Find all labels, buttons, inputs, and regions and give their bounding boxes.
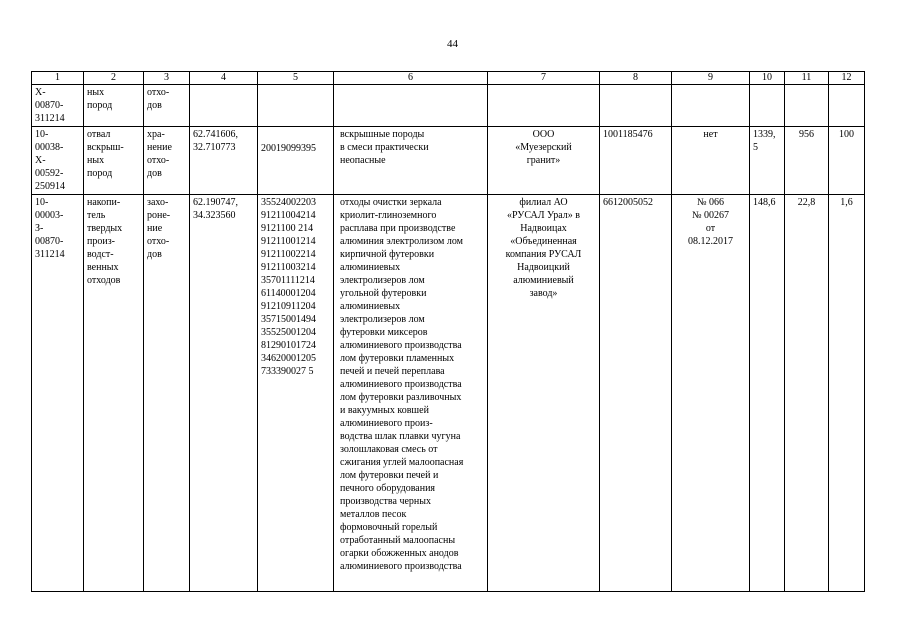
cell-registry-number: 10- 00003- З- 00870- 311214: [32, 195, 84, 592]
column-number: 2: [84, 72, 144, 85]
cell-facility-name: накопи- тель твердых произ- водст- венных отходов: [84, 195, 144, 592]
cell-license: № 066 № 00267 от 08.12.2017: [672, 195, 750, 592]
cell-operator: [488, 85, 600, 127]
column-number: 10: [750, 72, 785, 85]
column-number: 6: [334, 72, 488, 85]
column-number: 7: [488, 72, 600, 85]
cell-inn: [600, 85, 672, 127]
cell-operator: ООО «Муезерский гранит»: [488, 127, 600, 195]
cell-value-12: 100: [829, 127, 865, 195]
cell-facility-name: отвал вскрыш- ных пород: [84, 127, 144, 195]
table-row: [32, 127, 865, 195]
cell-purpose: хра- нение отхо- дов: [144, 127, 190, 195]
cell-inn: 1001185476: [600, 127, 672, 195]
cell-waste-types: отходы очистки зеркала криолит-глиноземного расплава при производстве алюминия электролизом лом кирпичной футеровки алюминиевых электролизеров лом угольной футеровки алюминиевых электролизеров лом футеровки миксеров алюминиевого производства лом футеровки пламенных печей и печей переплава алюминиевого производства лом футеровки разливочных и вакуумных ковшей алюминиевого произ- водства шлак плавки чугуна золошлаковая смесь от сжигания углей малоопасная лом футеровки печей и печного оборудования производства черных металлов песок формовочный горелый отработанный малоопасны огарки обожженных анодов алюминиевого производства: [334, 195, 488, 592]
table-row: [32, 85, 865, 127]
column-number: 11: [785, 72, 829, 85]
cell-license: нет: [672, 127, 750, 195]
cell-value-11: 22,8: [785, 195, 829, 592]
cell-license: [672, 85, 750, 127]
cell-waste-codes: 20019099395: [258, 127, 334, 195]
cell-value-10: 1339, 5: [750, 127, 785, 195]
cell-value-12: [829, 85, 865, 127]
cell-facility-name: ных пород: [84, 85, 144, 127]
cell-value-10: [750, 85, 785, 127]
cell-registry-number: Х- 00870- 311214: [32, 85, 84, 127]
table-row: [32, 195, 865, 592]
cell-coordinates: [190, 85, 258, 127]
cell-purpose: отхо- дов: [144, 85, 190, 127]
cell-waste-types: вскрышные породы в смеси практически неопасные: [334, 127, 488, 195]
cell-value-11: [785, 85, 829, 127]
column-number: 5: [258, 72, 334, 85]
cell-waste-codes: [258, 85, 334, 127]
page-number: 44: [447, 38, 458, 50]
waste-facility-table: [31, 71, 865, 592]
cell-value-10: 148,6: [750, 195, 785, 592]
cell-registry-number: 10- 00038- Х- 00592- 250914: [32, 127, 84, 195]
column-number: 8: [600, 72, 672, 85]
cell-value-11: 956: [785, 127, 829, 195]
column-number-row: [32, 72, 865, 85]
cell-inn: 6612005052: [600, 195, 672, 592]
column-number: 12: [829, 72, 865, 85]
cell-coordinates: 62.741606, 32.710773: [190, 127, 258, 195]
column-number: 1: [32, 72, 84, 85]
cell-waste-types: [334, 85, 488, 127]
cell-waste-codes: 35524002203 91211004214 9121100 214 91211001214 91211002214 91211003214 35701111214 61140001204 91210911204 35715001494 35525001204 81290101724 34620001205 733390027 5: [258, 195, 334, 592]
cell-coordinates: 62.190747, 34.323560: [190, 195, 258, 592]
cell-purpose: захо- роне- ние отхо- дов: [144, 195, 190, 592]
cell-value-12: 1,6: [829, 195, 865, 592]
column-number: 4: [190, 72, 258, 85]
cell-operator: филиал АО «РУСАЛ Урал» в Надвоицах «Объединенная компания РУСАЛ Надвоицкий алюминиевый завод»: [488, 195, 600, 592]
column-number: 3: [144, 72, 190, 85]
column-number: 9: [672, 72, 750, 85]
